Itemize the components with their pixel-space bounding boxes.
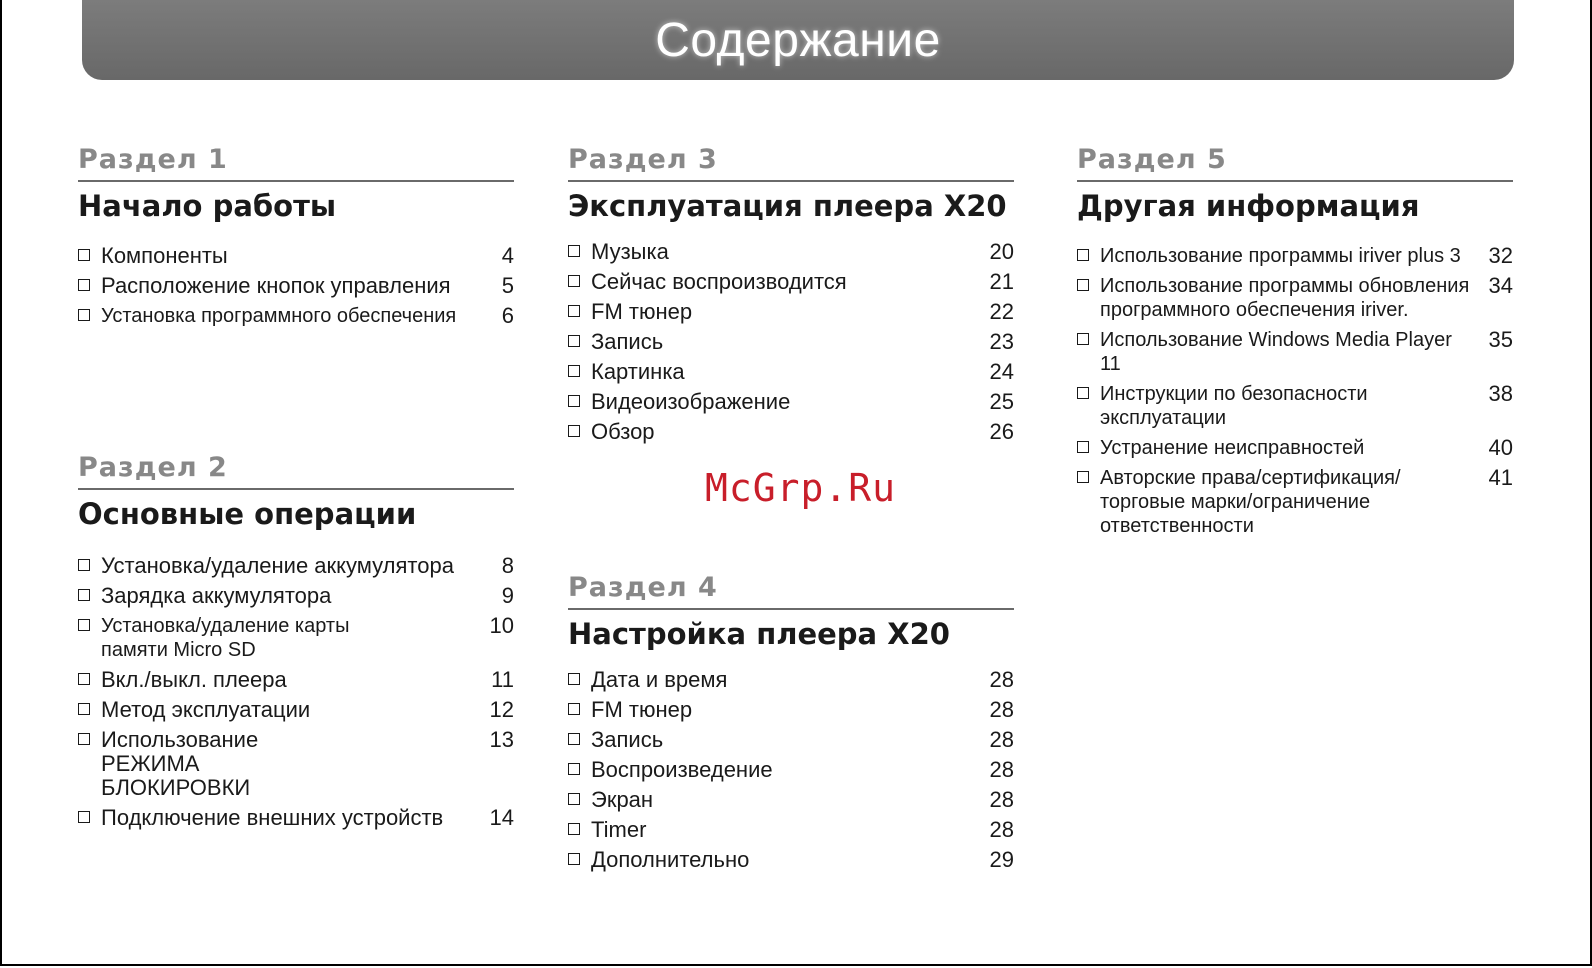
checkbox-icon xyxy=(78,733,90,745)
toc-item-page: 41 xyxy=(1488,465,1513,490)
section-title: Другая информация xyxy=(1077,189,1420,223)
checkbox-icon xyxy=(568,853,580,865)
toc-item-label: Зарядка аккумулятора xyxy=(101,583,332,608)
toc-item[interactable] xyxy=(78,274,514,298)
toc-item[interactable] xyxy=(78,728,514,800)
toc-item[interactable] xyxy=(1077,466,1513,538)
checkbox-icon xyxy=(78,619,90,631)
toc-list xyxy=(568,240,1014,444)
toc-item-page: 25 xyxy=(989,389,1014,414)
checkbox-icon xyxy=(568,365,580,377)
toc-item-page: 32 xyxy=(1488,243,1513,268)
section-label: Раздел 2 xyxy=(78,450,514,490)
toc-item[interactable] xyxy=(568,330,1014,354)
checkbox-icon xyxy=(568,275,580,287)
checkbox-icon xyxy=(1077,387,1089,399)
toc-item[interactable] xyxy=(78,304,514,328)
toc-item-page: 28 xyxy=(989,697,1014,722)
checkbox-icon xyxy=(568,395,580,407)
toc-item-page: 28 xyxy=(989,667,1014,692)
checkbox-icon xyxy=(568,703,580,715)
toc-item[interactable] xyxy=(568,728,1014,752)
toc-item[interactable] xyxy=(568,390,1014,414)
toc-item[interactable] xyxy=(568,788,1014,812)
toc-item-page: 23 xyxy=(989,329,1014,354)
toc-item-label: Устранение неисправностей xyxy=(1100,437,1365,459)
toc-item-label: Дата и время xyxy=(591,667,728,692)
toc-item-label: Сейчас воспроизводится xyxy=(591,269,847,294)
checkbox-icon xyxy=(568,305,580,317)
checkbox-icon xyxy=(78,703,90,715)
toc-item-page: 34 xyxy=(1488,273,1513,298)
checkbox-icon xyxy=(78,249,90,261)
checkbox-icon xyxy=(568,335,580,347)
toc-list xyxy=(78,554,514,830)
toc-item[interactable] xyxy=(78,614,514,662)
toc-item[interactable] xyxy=(78,668,514,692)
toc-item-label: Подключение внешних устройств xyxy=(101,805,444,830)
toc-item[interactable] xyxy=(568,300,1014,324)
toc-item-page: 40 xyxy=(1488,435,1513,460)
toc-item-label: Установка/удаление аккумулятора xyxy=(101,553,454,578)
checkbox-icon xyxy=(1077,279,1089,291)
toc-list xyxy=(1077,244,1513,538)
checkbox-icon xyxy=(568,763,580,775)
toc-item-label: Использование Windows Media Player 11 xyxy=(1100,329,1452,375)
toc-item[interactable] xyxy=(568,360,1014,384)
checkbox-icon xyxy=(78,673,90,685)
section-2 xyxy=(78,450,514,836)
toc-item-label: Метод эксплуатации xyxy=(101,697,311,722)
section-label: Раздел 4 xyxy=(568,570,1014,610)
toc-item-page: 13 xyxy=(489,727,514,752)
section-title: Настройка плеера X20 xyxy=(568,617,950,651)
toc-item-page: 28 xyxy=(989,727,1014,752)
toc-item-page: 20 xyxy=(989,239,1014,264)
toc-item-page: 21 xyxy=(989,269,1014,294)
toc-item-page: 28 xyxy=(989,787,1014,812)
toc-item-label: Установка/удаление карты памяти Micro SD xyxy=(101,615,350,661)
toc-item-label: Timer xyxy=(591,817,647,842)
checkbox-icon xyxy=(1077,471,1089,483)
toc-list xyxy=(78,244,514,328)
toc-item[interactable] xyxy=(78,584,514,608)
toc-item[interactable] xyxy=(568,270,1014,294)
toc-item[interactable] xyxy=(78,554,514,578)
toc-item-page: 8 xyxy=(501,553,514,578)
toc-item[interactable] xyxy=(568,848,1014,872)
toc-item-label: Авторские права/сертификация/торговые марки/ограничение ответственности xyxy=(1100,467,1401,537)
checkbox-icon xyxy=(78,559,90,571)
checkbox-icon xyxy=(568,793,580,805)
toc-item-page: 35 xyxy=(1488,327,1513,352)
toc-item-label: Расположение кнопок управления xyxy=(101,273,451,298)
toc-item[interactable] xyxy=(568,698,1014,722)
section-label: Раздел 1 xyxy=(78,142,514,182)
toc-item-page: 6 xyxy=(501,303,514,328)
section-5 xyxy=(1077,142,1513,544)
checkbox-icon xyxy=(568,673,580,685)
checkbox-icon xyxy=(1077,249,1089,261)
toc-item[interactable] xyxy=(568,668,1014,692)
toc-item-label: Запись xyxy=(591,727,664,752)
toc-item[interactable] xyxy=(568,758,1014,782)
toc-item[interactable] xyxy=(1077,382,1513,430)
toc-item[interactable] xyxy=(1077,274,1513,322)
toc-item-label: Дополнительно xyxy=(591,847,750,872)
toc-item[interactable] xyxy=(1077,436,1513,460)
checkbox-icon xyxy=(78,309,90,321)
toc-item[interactable] xyxy=(78,698,514,722)
section-title: Эксплуатация плеера X20 xyxy=(568,189,1007,223)
section-title: Начало работы xyxy=(78,189,337,223)
toc-item-page: 28 xyxy=(989,817,1014,842)
section-title: Основные операции xyxy=(78,497,417,531)
checkbox-icon xyxy=(78,279,90,291)
watermark: McGrp.Ru xyxy=(705,466,897,510)
toc-item[interactable] xyxy=(78,244,514,268)
toc-item-page: 24 xyxy=(989,359,1014,384)
toc-item-page: 12 xyxy=(489,697,514,722)
checkbox-icon xyxy=(78,811,90,823)
toc-item-label: Картинка xyxy=(591,359,685,384)
toc-item-page: 10 xyxy=(489,613,514,638)
toc-item-label: Использование РЕЖИМА БЛОКИРОВКИ xyxy=(101,727,259,800)
checkbox-icon xyxy=(568,245,580,257)
toc-item-label: Видеоизображение xyxy=(591,389,791,414)
page-title: Содержание xyxy=(655,13,941,67)
section-1 xyxy=(78,142,514,334)
toc-item-label: FM тюнер xyxy=(591,697,693,722)
toc-item-label: Запись xyxy=(591,329,664,354)
toc-item-page: 5 xyxy=(501,273,514,298)
toc-item-label: Инструкции по безопасности эксплуатации xyxy=(1100,383,1368,429)
toc-item-label: Воспроизведение xyxy=(591,757,773,782)
toc-item-label: Музыка xyxy=(591,239,669,264)
toc-item-label: Компоненты xyxy=(101,243,228,268)
toc-item-label: Вкл./выкл. плеера xyxy=(101,667,287,692)
toc-item-label: Использование программы обновления программного обеспечения iriver. xyxy=(1100,275,1470,321)
toc-item-page: 22 xyxy=(989,299,1014,324)
header-bar xyxy=(82,0,1514,80)
toc-item-label: Установка программного обеспечения xyxy=(101,305,457,327)
toc-item-label: Обзор xyxy=(591,419,655,444)
toc-item-page: 28 xyxy=(989,757,1014,782)
section-3 xyxy=(568,142,1014,450)
section-label: Раздел 3 xyxy=(568,142,1014,182)
toc-item[interactable] xyxy=(568,240,1014,264)
toc-item-label: Экран xyxy=(591,787,654,812)
toc-item[interactable] xyxy=(568,818,1014,842)
section-4 xyxy=(568,570,1014,878)
checkbox-icon xyxy=(78,589,90,601)
toc-list xyxy=(568,668,1014,872)
toc-item-page: 29 xyxy=(989,847,1014,872)
checkbox-icon xyxy=(1077,441,1089,453)
checkbox-icon xyxy=(568,733,580,745)
toc-item[interactable] xyxy=(568,420,1014,444)
toc-item-page: 38 xyxy=(1488,381,1513,406)
toc-item-label: Использование программы iriver plus 3 xyxy=(1100,245,1461,267)
toc-item-label: FM тюнер xyxy=(591,299,693,324)
toc-item-page: 14 xyxy=(489,805,514,830)
toc-item[interactable] xyxy=(1077,328,1513,376)
toc-item-page: 4 xyxy=(501,243,514,268)
section-label: Раздел 5 xyxy=(1077,142,1513,182)
checkbox-icon xyxy=(568,425,580,437)
checkbox-icon xyxy=(568,823,580,835)
toc-item-page: 26 xyxy=(989,419,1014,444)
toc-item-page: 11 xyxy=(491,667,514,692)
checkbox-icon xyxy=(1077,333,1089,345)
toc-item[interactable] xyxy=(78,806,514,830)
toc-item-page: 9 xyxy=(501,583,514,608)
toc-item[interactable] xyxy=(1077,244,1513,268)
